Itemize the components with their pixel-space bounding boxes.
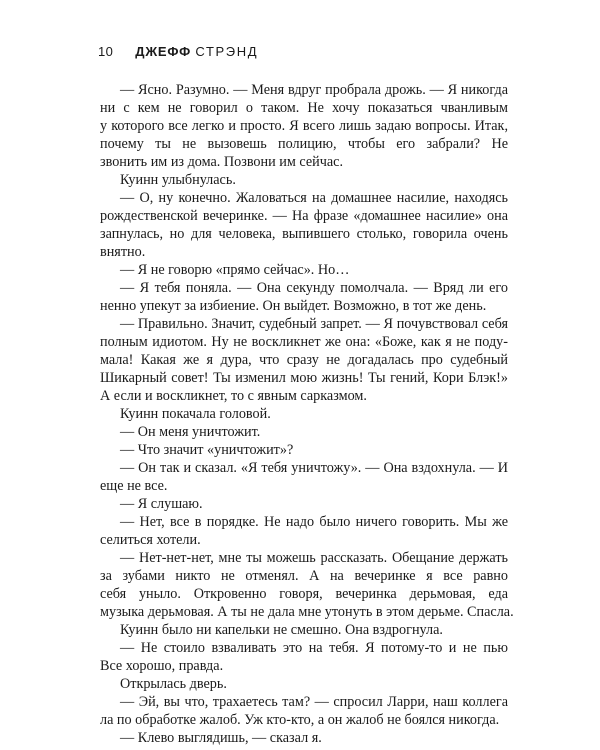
text-line: рождественской вечеринке. — На фразе «домашнее насилие» она	[100, 208, 508, 224]
text-line: — Я не говорю «прямо сейчас». Но…	[120, 262, 350, 278]
text-line: музыка дерьмовая. А ты не дала мне утонуть в этом дерьме. Спасла.	[100, 604, 514, 620]
text-line: — Он меня уничтожит.	[120, 424, 261, 440]
page-number: 10	[98, 44, 114, 59]
text-line: селиться хотели.	[100, 532, 201, 548]
text-line: — Что значит «уничтожит»?	[120, 442, 294, 458]
text-line: Куинн покачала головой.	[120, 406, 271, 422]
text-line: — Ясно. Разумно. — Меня вдруг пробрала дрожь. — Я никогда	[120, 82, 508, 98]
text-line: — Не стоило взваливать это на тебя. Я потому-то и не пью	[120, 640, 508, 656]
text-line: — Клево выглядишь, — сказал я.	[120, 730, 322, 746]
text-line: полным идиотом. Ну не воскликнет же она: «Боже, как я не поду-	[100, 334, 508, 350]
text-line: за зубами никто не отменял. А на вечеринке я все равно	[100, 568, 508, 584]
text-line: Куинн было ни капельки не смешно. Она вздрогнула.	[120, 622, 443, 638]
text-line: — Эй, вы что, трахаетесь там? — спросил Ларри, наш коллега	[120, 694, 508, 710]
text-line: А если и воскликнет, то с явным сарказмом.	[100, 388, 367, 404]
text-line: почему ты не вызовешь полицию, чтобы его забрали? Не	[100, 136, 508, 152]
text-line: Все хорошо, правда.	[100, 658, 224, 674]
body-text	[100, 81, 514, 747]
text-line: — Я тебя поняла. — Она секунду помолчала. — Вряд ли его	[120, 280, 508, 296]
text-line: у которого все легко и просто. Я всего лишь задаю вопросы. Итак,	[100, 118, 508, 134]
text-line: — Правильно. Значит, судебный запрет. — Я почувствовал себя	[120, 316, 508, 332]
text-line: мала! Какая же я дура, что сразу не догадалась про судебный	[100, 352, 508, 368]
text-line: — Он так и сказал. «Я тебя уничтожу». — Она вздохнула. — И	[120, 460, 508, 476]
text-line: Шикарный совет! Ты изменил мою жизнь! Ты гений, Кори Блэк!»	[100, 370, 508, 386]
text-line: Открылась дверь.	[120, 676, 227, 692]
running-head-author	[135, 44, 258, 59]
text-line: — Нет-нет-нет, мне ты можешь рассказать. Обещание держать	[120, 550, 508, 566]
text-line: запнулась, но для человека, выпившего столько, говорила очень	[100, 226, 508, 242]
text-line: ненно упекут за избиение. Он выйдет. Возможно, в тот же день.	[100, 298, 487, 314]
text-line: звонить им из дома. Позвони им сейчас.	[100, 154, 344, 170]
author-last-name: СТРЭНД	[195, 44, 259, 59]
text-line: — Нет, все в порядке. Не надо было ничего говорить. Мы же	[120, 514, 508, 530]
text-line: Куинн улыбнулась.	[120, 172, 236, 188]
author-first-name: ДЖЕФФ	[135, 44, 191, 59]
text-line: внятно.	[100, 244, 146, 260]
text-line: себя уныло. Откровенно говоря, вечеринка дерьмовая, еда	[100, 586, 508, 602]
running-header	[98, 44, 258, 59]
text-line: ни с кем не говорил о таком. Не хочу показаться чванливым	[100, 100, 508, 116]
text-line: — Я слушаю.	[120, 496, 203, 512]
text-line: еще не все.	[100, 478, 168, 494]
text-line: ла по обработке жалоб. Уж кто-кто, а он жалоб не боялся никогда.	[100, 712, 500, 728]
text-line: — О, ну конечно. Жаловаться на домашнее насилие, находясь	[120, 190, 508, 206]
